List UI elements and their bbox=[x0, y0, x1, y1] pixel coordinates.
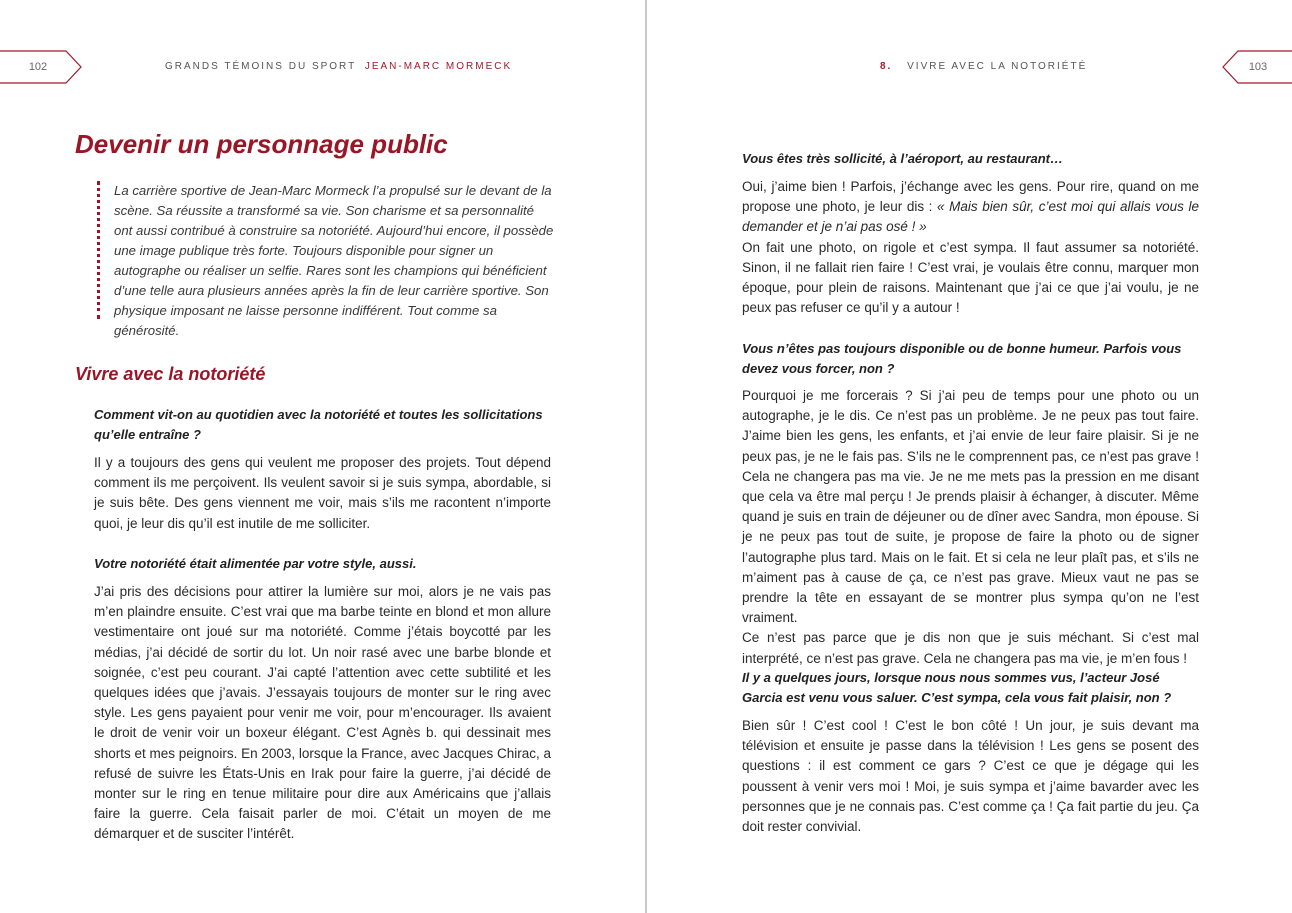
question-3: Vous êtes très sollicité, à l’aéroport, au restaurant… bbox=[742, 151, 1064, 166]
series-title: GRANDS TÉMOINS DU SPORT bbox=[165, 61, 357, 72]
chapter-title: VIVRE AVEC LA NOTORIÉTÉ bbox=[907, 61, 1088, 72]
section-title: Vivre avec la notoriété bbox=[75, 364, 266, 384]
chapter-number: 8. bbox=[880, 61, 893, 72]
spread-gutter bbox=[645, 0, 647, 913]
page-number-right: 103 bbox=[1248, 61, 1268, 73]
answer-4 bbox=[742, 386, 1199, 669]
page-number-tab-left bbox=[0, 50, 84, 84]
intro-text: La carrière sportive de Jean-Marc Mormeck l’a propulsé sur le devant de la scène. Sa réussite a transformé sa vie. Son charisme et sa personnalité ont aussi contribué à construire sa notoriété. Aujourd’hui encore, il possède une image publique très forte. Toujours disponible pour signer un autographe ou réaliser un selfie. Rares sont les champions qui bénéficient d’une telle aura plusieurs années après la fin de leur carrière sportive. Son physique imposant ne laisse personne indifférent. Tout comme sa générosité. bbox=[114, 183, 554, 338]
page-title: Devenir un personnage public bbox=[75, 129, 448, 159]
page-number-tab-right bbox=[1208, 50, 1292, 84]
answer-4-continuation: Ce n’est pas parce que je dis non que je suis méchant. Si c’est mal interprété, ce n’est pas grave. Cela ne changera pas ma vie, je m’en fous ! bbox=[742, 630, 1199, 666]
answer-3-quote: « Mais bien sûr, c’est moi qui allais vous le demander et je n’ai pas osé ! » bbox=[742, 199, 1199, 235]
question-5: Il y a quelques jours, lorsque nous nous sommes vus, l’acteur José Garcia est venu vous saluer. C’est sympa, cela vous fait plaisir, non ? bbox=[742, 670, 1172, 705]
question-2: Votre notoriété était alimentée par votre style, aussi. bbox=[94, 556, 417, 571]
answer-3-continuation: On fait une photo, on rigole et c’est sympa. Il faut assumer sa notoriété. Sinon, il ne fallait rien faire ! C’est vrai, je voulais être connu, marquer mon époque, pour plein de raisons. Maintenant que j’ai ce que j’ai voulu, je ne peux pas refuser ce qu’il y a autour ! bbox=[742, 239, 1199, 316]
answer-3 bbox=[742, 177, 1199, 318]
author-name: JEAN-MARC MORMECK bbox=[364, 61, 513, 72]
answer-1 bbox=[94, 453, 551, 534]
answer-2-text: J’ai pris des décisions pour attirer la lumière sur moi, alors je ne vais pas m’en plaindre ensuite. C’est vrai que ma barbe teinte en blond et mon allure vestimentaire ont joué sur ma notoriété. Comme j’étais boycotté par les médias, j’ai décidé de sortir du lot. Un noir rasé avec une barbe blonde et soignée, c’est peu courant. J’ai capté l’attention avec cette subtilité et les quelques idées que j’avais. J’essayais toujours de monter sur le ring avec style. Les gens payaient pour venir me voir, pour m’encourager. Ils avaient le droit de venir voir un boxeur élégant. C’est Agnès b. qui dessinait mes shorts et mes peignoirs. En 2003, lorsque la France, avec Jacques Chirac, a refusé de suivre les États-Unis en Irak pour faire la guerre, j’ai décidé de monter sur le ring en tenue militaire pour dire aux Américains que j’allais faire la guerre. Cela faisait parler de moi. C’était un moyen de me démarquer et de susciter l’intérêt. bbox=[94, 584, 551, 842]
answer-3-text bbox=[742, 177, 1199, 238]
answer-3-start: Oui, j’aime bien ! Parfois, j’échange avec les gens. Pour rire, quand on me propose une photo, je leur dis : bbox=[742, 179, 1199, 215]
answer-5 bbox=[742, 716, 1199, 837]
question-1: Comment vit-on au quotidien avec la notoriété et toutes les sollicitations qu’elle entraîne ? bbox=[94, 407, 543, 442]
question-4: Vous n’êtes pas toujours disponible ou de bonne humeur. Parfois vous devez vous forcer, non ? bbox=[742, 341, 1182, 376]
running-head-right bbox=[880, 60, 1087, 74]
answer-5-text: Bien sûr ! C’est cool ! C’est le bon côté ! Un jour, je suis devant ma télévision et ensuite je passe dans la télévision ! Les gens se posent des questions : il est comment ce gars ? C’est ce que je dégage qui les poussent à venir vers moi ! Moi, je suis sympa et j’aime bavarder avec les personnes que je ne connais pas. C’est comme ça ! Ça fait partie du jeu. Ça doit rester convivial. bbox=[742, 718, 1199, 835]
answer-2 bbox=[94, 582, 551, 845]
answer-1-text: Il y a toujours des gens qui veulent me proposer des projets. Tout dépend comment ils me perçoivent. Ils veulent savoir si je suis sympa, abordable, si je suis bête. Des gens viennent me voir, mais s’ils me racontent n’importe quoi, je leur dis qu’il est inutile de me solliciter. bbox=[94, 455, 551, 531]
answer-4-text: Pourquoi je me forcerais ? Si j’ai peu de temps pour une photo ou un autographe, je le dis. Ce n’est pas un problème. Je ne peux pas tout faire. J’aime bien les gens, les enfants, et j’ai envie de leur faire plaisir. Si je ne peux pas, je ne le fais pas. S’ils ne le comprennent pas, ce n’est pas grave ! Cela ne changera pas ma vie. Je ne me mets pas la pression en me disant que cela va être mal perçu ! Je prends plaisir à échanger, à discuter. Même quand je suis en train de déjeuner ou de dîner avec Sandra, mon épouse. Si je ne peux pas tout de suite, je propose de faire la photo ou de signer l’autographe plus tard. Mais on le fait. Et si cela ne leur plaît pas, et s’ils ne m’aiment pas à cause de ça, ce n’est pas grave. Mieux vaut ne pas se prendre la tête en essayant de se montrer plus sympa qu’on ne l’est vraiment. bbox=[742, 388, 1199, 626]
running-head-left bbox=[165, 60, 512, 74]
page-number-left: 102 bbox=[28, 61, 48, 73]
intro-block bbox=[97, 181, 554, 338]
